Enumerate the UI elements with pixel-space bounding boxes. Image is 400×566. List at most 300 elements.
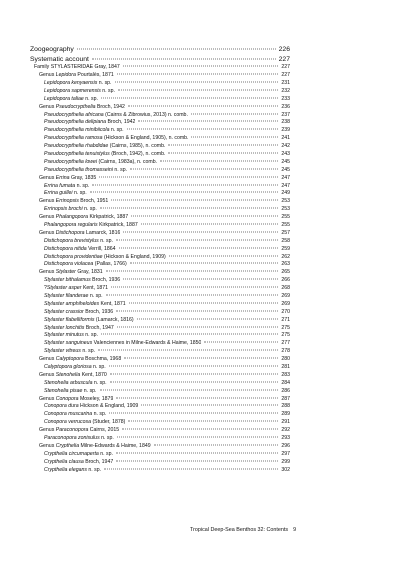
toc-entry[interactable] bbox=[30, 364, 290, 372]
toc-entry-label bbox=[44, 238, 113, 246]
dot-leader bbox=[130, 168, 278, 169]
dot-leader bbox=[137, 318, 278, 319]
entry-text: Gray, 1831 bbox=[75, 269, 103, 276]
toc-entry[interactable] bbox=[30, 222, 290, 230]
toc-entry[interactable] bbox=[30, 214, 290, 222]
entry-text: Broch, 1947 bbox=[84, 324, 114, 331]
toc-entry-label bbox=[39, 230, 120, 238]
page-number: 9 bbox=[293, 527, 297, 533]
toc-entry[interactable] bbox=[30, 45, 290, 55]
toc-entry-label bbox=[44, 348, 95, 356]
toc-page-number: 232 bbox=[281, 87, 290, 94]
toc-entry[interactable] bbox=[30, 159, 290, 167]
dot-leader bbox=[191, 113, 278, 114]
entry-text: n. sp. bbox=[88, 293, 103, 300]
toc-entry[interactable] bbox=[30, 427, 290, 435]
taxon-name: Pseudocrypthelia thomasseini bbox=[44, 166, 113, 173]
dot-leader bbox=[99, 176, 278, 177]
dot-leader bbox=[92, 184, 278, 185]
toc-entry-label bbox=[39, 443, 151, 451]
toc-page-number: 236 bbox=[281, 103, 290, 110]
toc-entry[interactable] bbox=[30, 127, 290, 135]
dot-leader bbox=[109, 413, 278, 414]
entry-text: Genus bbox=[39, 356, 56, 363]
taxon-name: Crypthelia clausa bbox=[44, 458, 84, 465]
dot-leader bbox=[169, 255, 278, 256]
toc-page-number: 227 bbox=[278, 55, 290, 63]
toc-page-number: 257 bbox=[281, 229, 290, 236]
footer-title: Tropical Deep-Sea Benthos 32: Contents bbox=[190, 527, 289, 533]
dot-leader bbox=[124, 358, 278, 359]
entry-text: Lamarck, 1816 bbox=[84, 229, 121, 236]
toc-entry-label bbox=[39, 214, 128, 222]
entry-text: Kirkpatrick, 1887 bbox=[88, 214, 129, 221]
entry-text: n. sp. bbox=[82, 206, 97, 213]
toc-page-number: 247 bbox=[281, 174, 290, 181]
toc-entry[interactable] bbox=[30, 230, 290, 238]
toc-entry[interactable] bbox=[30, 238, 290, 246]
dot-leader bbox=[101, 334, 278, 335]
taxon-name: Distichopora bbox=[55, 229, 85, 236]
taxon-name: Calyptopora gloriosa bbox=[44, 364, 92, 371]
dot-leader bbox=[106, 295, 278, 296]
taxon-name: Stylaster bbox=[55, 269, 76, 276]
dot-leader bbox=[117, 326, 278, 327]
toc-page-number: 258 bbox=[281, 237, 290, 244]
entry-text: ? bbox=[44, 285, 47, 292]
dot-leader bbox=[130, 263, 278, 264]
taxon-name: Stylaster minutus bbox=[44, 332, 84, 339]
dot-leader bbox=[117, 437, 278, 438]
toc-entry[interactable] bbox=[30, 388, 290, 396]
taxon-name: Distichopora nitida bbox=[44, 245, 87, 252]
dot-leader bbox=[116, 239, 278, 240]
dot-leader bbox=[204, 342, 278, 343]
toc-entry[interactable] bbox=[30, 293, 290, 301]
taxon-name: Conopora verrucosa bbox=[44, 419, 92, 426]
toc-page-number: 255 bbox=[281, 222, 290, 228]
taxon-name: Stylaster amphiheloides bbox=[44, 300, 100, 307]
running-footer bbox=[190, 527, 297, 533]
toc-page-number: 289 bbox=[281, 411, 290, 418]
toc-entry-label bbox=[44, 364, 106, 372]
entry-text: Genus bbox=[39, 214, 56, 221]
dot-leader bbox=[77, 49, 276, 50]
taxon-name: Stylaster crassior bbox=[44, 308, 84, 315]
dot-leader bbox=[128, 105, 278, 106]
taxon-name: Phalangopora regularis bbox=[44, 222, 98, 228]
toc-entry[interactable] bbox=[30, 459, 290, 467]
entry-text: Kirkpatrick, 1887 bbox=[97, 222, 138, 228]
taxon-name: Lepidopora kenyaensis bbox=[44, 79, 98, 86]
toc-entry[interactable] bbox=[30, 403, 290, 411]
toc-entry-label bbox=[44, 80, 112, 88]
toc-entry[interactable] bbox=[30, 340, 290, 348]
toc-entry[interactable] bbox=[30, 55, 290, 65]
entry-text: n. sp. bbox=[72, 190, 87, 197]
toc-entry-label bbox=[44, 261, 127, 269]
toc-entry[interactable] bbox=[30, 380, 290, 388]
dot-leader bbox=[110, 373, 278, 374]
toc-entry-label bbox=[34, 64, 120, 72]
toc-page-number: 286 bbox=[281, 387, 290, 394]
entry-text: Genus bbox=[39, 371, 56, 378]
toc-page-number: 287 bbox=[281, 395, 290, 402]
dot-leader bbox=[168, 152, 278, 153]
taxon-name: Stylaster vitreus bbox=[44, 348, 81, 355]
toc-entry[interactable] bbox=[30, 411, 290, 419]
entry-text: Genus bbox=[39, 427, 56, 434]
taxon-name: Stylaster filanderae bbox=[44, 293, 89, 300]
dot-leader bbox=[141, 405, 278, 406]
entry-text: Genus bbox=[39, 174, 56, 181]
toc-page-number: 238 bbox=[281, 119, 290, 126]
dot-leader bbox=[191, 137, 278, 138]
toc-page-number: 277 bbox=[281, 340, 290, 347]
taxon-name: Lepidopora sapmerensis bbox=[44, 87, 101, 94]
toc-page-number: 233 bbox=[281, 95, 290, 102]
toc-entry-label bbox=[44, 143, 165, 151]
toc-entry[interactable] bbox=[30, 443, 290, 451]
taxon-name: Lepidora bbox=[55, 72, 76, 79]
entry-text: (Lamarck, 1816) bbox=[94, 316, 134, 323]
entry-text: Kent, 1871 bbox=[81, 285, 109, 292]
taxon-name: Conopora dura bbox=[44, 403, 79, 410]
dot-leader bbox=[160, 160, 278, 161]
toc-page-number: 227 bbox=[281, 64, 290, 71]
entry-text: Genus bbox=[39, 442, 56, 449]
toc-page-number: 265 bbox=[281, 269, 290, 276]
dot-leader bbox=[154, 444, 278, 445]
entry-text: (Studer, 1878) bbox=[91, 419, 126, 426]
taxon-name: Pseudocrypthelia tenuistylus bbox=[44, 150, 110, 157]
taxon-name: Pseudocrypthelia bbox=[44, 119, 86, 126]
toc-entry[interactable] bbox=[30, 80, 290, 88]
entry-text: (Hickson & England, 1905), n. comb. bbox=[102, 135, 189, 142]
toc-entry-label bbox=[44, 167, 127, 175]
entry-text: n. sp. bbox=[98, 237, 113, 244]
entry-text: Genus bbox=[39, 103, 56, 110]
dot-leader bbox=[128, 421, 278, 422]
toc-page-number: 245 bbox=[281, 158, 290, 165]
taxon-name: Distichopora violacea bbox=[44, 261, 94, 268]
toc-page-number: 227 bbox=[281, 72, 290, 79]
toc-page-number: 259 bbox=[281, 245, 290, 252]
toc-entry[interactable] bbox=[30, 254, 290, 262]
toc-entry-label bbox=[39, 396, 113, 404]
entry-text: Boschma, 1968 bbox=[83, 356, 122, 363]
toc-page-number: 237 bbox=[281, 111, 290, 118]
toc-entry[interactable] bbox=[30, 277, 290, 285]
entry-text: n. sp. bbox=[82, 387, 97, 394]
dot-leader bbox=[138, 121, 278, 122]
dot-leader bbox=[131, 216, 278, 217]
toc-entry-label bbox=[44, 340, 201, 348]
entry-text: Zoogeography bbox=[30, 46, 74, 53]
toc-page-number: 269 bbox=[281, 300, 290, 307]
entry-text: Kent, 1871 bbox=[99, 300, 126, 307]
toc-entry-label bbox=[44, 246, 116, 254]
toc-entry-label bbox=[44, 332, 98, 340]
toc-entry[interactable] bbox=[30, 396, 290, 404]
toc-entry[interactable] bbox=[30, 206, 290, 214]
dot-leader bbox=[90, 192, 278, 193]
toc-page-number: 283 bbox=[281, 371, 290, 378]
toc-entry[interactable] bbox=[30, 332, 290, 340]
toc-entry-label bbox=[44, 135, 188, 143]
dot-leader bbox=[123, 231, 278, 232]
entry-text: Family STYLASTERIDAE Gray, 1847 bbox=[34, 64, 120, 71]
toc-entry-label bbox=[39, 269, 103, 277]
dot-leader bbox=[116, 310, 278, 311]
taxon-name: Pseudocrypthelia ramosa bbox=[44, 135, 103, 142]
entry-text: Broch, 1942 bbox=[106, 119, 136, 126]
dot-leader bbox=[118, 89, 278, 90]
taxon-name: Conopora muscarina bbox=[44, 411, 93, 418]
dot-leader bbox=[116, 397, 278, 398]
dot-leader bbox=[100, 389, 279, 390]
toc-page-number: 302 bbox=[281, 466, 290, 473]
toc-entry-label bbox=[44, 301, 126, 309]
toc-page-number: 255 bbox=[281, 214, 290, 221]
taxon-name: Errinopsis brochi bbox=[44, 206, 83, 213]
entry-text: n. sp. bbox=[83, 332, 98, 339]
dot-leader bbox=[123, 66, 278, 67]
toc-page-number: 275 bbox=[281, 332, 290, 339]
entry-text: n. sp. bbox=[109, 127, 124, 134]
entry-text: n. sp. bbox=[91, 364, 106, 371]
taxon-name: Paraconopora zonisulus bbox=[44, 435, 100, 442]
entry-text: (Pallas, 1766) bbox=[93, 261, 127, 268]
taxon-name: Distichopora providentiae bbox=[44, 253, 103, 260]
toc-entry-label bbox=[39, 372, 107, 380]
toc-entry[interactable] bbox=[30, 175, 290, 183]
toc-entry-label bbox=[44, 88, 115, 96]
dot-leader bbox=[115, 81, 279, 82]
entry-text: (Broch, 1942), n. comb. bbox=[109, 150, 166, 157]
toc-entry-label bbox=[44, 206, 97, 214]
toc-entry[interactable] bbox=[30, 317, 290, 325]
entry-text: Pourtalès, 1871 bbox=[75, 72, 114, 79]
toc-page-number: 231 bbox=[281, 79, 290, 86]
toc-page-number: 284 bbox=[281, 379, 290, 386]
taxon-name: Distichopora brevistylus bbox=[44, 237, 99, 244]
entry-text: n. sp. bbox=[100, 87, 115, 94]
toc-page-number: 253 bbox=[281, 206, 290, 213]
toc-entry-label bbox=[39, 104, 125, 112]
toc-entry[interactable] bbox=[30, 72, 290, 80]
toc-entry[interactable] bbox=[30, 372, 290, 380]
toc-entry[interactable] bbox=[30, 143, 290, 151]
toc-page-number: 291 bbox=[281, 419, 290, 426]
taxon-name: Stylaster asper bbox=[46, 285, 82, 292]
toc-entry-label bbox=[44, 277, 120, 285]
toc-entry[interactable] bbox=[30, 285, 290, 293]
toc-page-number: 226 bbox=[278, 46, 290, 53]
toc-entry-label bbox=[44, 403, 138, 411]
toc-entry[interactable] bbox=[30, 419, 290, 427]
toc-entry-label bbox=[39, 427, 119, 435]
toc-entry-label bbox=[39, 72, 114, 80]
toc-entry[interactable] bbox=[30, 467, 290, 475]
toc-page-number: 281 bbox=[281, 364, 290, 371]
toc-page-number: 242 bbox=[281, 143, 290, 150]
toc-entry[interactable] bbox=[30, 96, 290, 104]
dot-leader bbox=[111, 287, 278, 288]
dot-leader bbox=[104, 468, 278, 469]
toc-entry-label bbox=[44, 419, 125, 427]
toc-entry-label bbox=[44, 127, 124, 135]
taxon-name: delipiana bbox=[85, 119, 107, 126]
toc-entry[interactable] bbox=[30, 309, 290, 317]
dot-leader bbox=[110, 381, 278, 382]
toc-entry[interactable] bbox=[30, 198, 290, 206]
entry-text: n. sp. bbox=[92, 379, 107, 386]
toc-entry-label bbox=[30, 55, 89, 65]
toc-entry[interactable] bbox=[30, 348, 290, 356]
entry-text: Genus bbox=[39, 269, 56, 276]
toc-entry[interactable] bbox=[30, 64, 290, 72]
entry-text: n. sp. bbox=[92, 411, 107, 418]
taxon-name: Pseudocrypthelia minibiicola bbox=[44, 127, 110, 134]
toc-entry-label bbox=[44, 380, 107, 388]
entry-text: Broch, 1942 bbox=[95, 103, 125, 110]
taxon-name: Pseudocrypthelia africana bbox=[44, 111, 104, 118]
entry-text: (Cairns & Zibrowius, 2013) n. comb. bbox=[103, 111, 188, 118]
toc-entry-label bbox=[39, 175, 96, 183]
taxon-name: Lepidopora taliae bbox=[44, 95, 84, 102]
entry-text: n. sp. bbox=[97, 79, 112, 86]
entry-text: Moseley, 1879 bbox=[78, 395, 114, 402]
taxon-name: Crypthelia elegans bbox=[44, 466, 87, 473]
toc-entry[interactable] bbox=[30, 269, 290, 277]
dot-leader bbox=[122, 429, 278, 430]
entry-text: (Cairns, 1985), n. comb. bbox=[108, 143, 166, 150]
toc-page-number: 241 bbox=[281, 135, 290, 142]
toc-page-number: 249 bbox=[281, 190, 290, 197]
toc-page-number: 239 bbox=[281, 127, 290, 134]
toc-entry-label bbox=[44, 467, 101, 475]
toc-entry[interactable] bbox=[30, 261, 290, 269]
toc-entry[interactable] bbox=[30, 435, 290, 443]
taxon-name: Stylaster sanguineus bbox=[44, 340, 93, 347]
entry-text: Valenciennes in Milne-Edwards & Haime, 1850 bbox=[92, 340, 202, 347]
taxon-name: Calyptopora bbox=[55, 356, 84, 363]
dot-leader bbox=[116, 460, 278, 461]
toc-entry-label bbox=[30, 45, 74, 55]
dot-leader bbox=[101, 97, 278, 98]
toc-entry-label bbox=[44, 435, 114, 443]
toc-entry-label bbox=[44, 96, 98, 104]
entry-text: n. sp. bbox=[83, 95, 98, 102]
toc-entry-label bbox=[44, 112, 188, 120]
taxon-name: Stenohelia arbuscula bbox=[44, 379, 93, 386]
toc-page-number: 253 bbox=[281, 198, 290, 205]
entry-text: Broch, 1951 bbox=[78, 198, 109, 205]
entry-text: n. sp. bbox=[98, 450, 113, 457]
taxon-name: Phalangopora bbox=[55, 214, 89, 221]
toc-entry-label bbox=[44, 151, 165, 159]
toc-entry[interactable] bbox=[30, 451, 290, 459]
toc-entry[interactable] bbox=[30, 183, 290, 191]
toc-page-number: 293 bbox=[281, 435, 290, 442]
entry-text: Cairns, 2015 bbox=[88, 427, 120, 434]
toc-entry[interactable] bbox=[30, 325, 290, 333]
toc-entry[interactable] bbox=[30, 119, 290, 127]
entry-text: (Cairns, 1983a), n. comb. bbox=[97, 158, 158, 165]
taxon-name: Errinopsis bbox=[55, 198, 79, 205]
toc-page-number: 292 bbox=[281, 427, 290, 434]
entry-text: Genus bbox=[39, 72, 56, 79]
toc-entry-label bbox=[44, 190, 87, 198]
dot-leader bbox=[119, 247, 278, 248]
entry-text: Genus bbox=[39, 198, 56, 205]
dot-leader bbox=[117, 74, 278, 75]
entry-text: Verrill, 1864 bbox=[86, 245, 116, 252]
dot-leader bbox=[100, 208, 278, 209]
toc-page-number: 296 bbox=[281, 442, 290, 449]
dot-leader bbox=[129, 302, 278, 303]
toc-entry[interactable] bbox=[30, 246, 290, 254]
entry-text: Kent, 1870 bbox=[80, 371, 107, 378]
toc-entry-label bbox=[44, 451, 113, 459]
entry-text: Genus bbox=[39, 395, 56, 402]
dot-leader bbox=[123, 279, 278, 280]
taxon-name: Stylaster bithalamus bbox=[44, 277, 91, 284]
taxon-name: Conopora bbox=[55, 395, 79, 402]
toc-entry[interactable] bbox=[30, 104, 290, 112]
taxon-name: Stenohelia bbox=[55, 371, 81, 378]
toc-page-number: 271 bbox=[281, 316, 290, 323]
entry-text: Broch, 1936 bbox=[83, 308, 114, 315]
toc-entry-label bbox=[44, 411, 106, 419]
taxon-name: Crypthelia circumaperta bbox=[44, 450, 99, 457]
toc-entry-label bbox=[44, 309, 113, 317]
entry-text: Genus bbox=[39, 229, 56, 236]
dot-leader bbox=[98, 350, 278, 351]
taxon-name: Errina guillei bbox=[44, 190, 73, 197]
toc-page-number: 299 bbox=[281, 458, 290, 465]
toc-entry[interactable] bbox=[30, 301, 290, 309]
toc-page-number: 278 bbox=[281, 348, 290, 355]
toc-entry[interactable] bbox=[30, 356, 290, 364]
entry-text: n. sp. bbox=[86, 466, 102, 473]
dot-leader bbox=[106, 271, 278, 272]
toc-entry[interactable] bbox=[30, 167, 290, 175]
toc-entry-label bbox=[44, 317, 134, 325]
toc-entry[interactable] bbox=[30, 88, 290, 96]
toc-page-number: 262 bbox=[281, 253, 290, 260]
taxon-name: Paraconopora bbox=[55, 427, 89, 434]
toc-page-number: 275 bbox=[281, 324, 290, 331]
toc-entry[interactable] bbox=[30, 151, 290, 159]
toc-entry-label bbox=[44, 159, 157, 167]
taxon-name: Stylaster flabelliformis bbox=[44, 316, 95, 323]
taxon-name: Errina fumata bbox=[44, 182, 76, 189]
toc-entry[interactable] bbox=[30, 112, 290, 120]
toc-entry-label bbox=[44, 388, 97, 396]
toc-entry-label bbox=[44, 119, 135, 127]
entry-text: Systematic account bbox=[30, 55, 89, 63]
taxon-name: Crypthelia bbox=[55, 442, 80, 449]
taxon-name: Stenohelia pisae bbox=[44, 387, 83, 394]
entry-text: Hickson & England, 1909 bbox=[78, 403, 139, 410]
toc-page-number: 243 bbox=[281, 150, 290, 157]
toc-entry[interactable] bbox=[30, 135, 290, 143]
entry-text: (Hickson & England, 1909) bbox=[102, 253, 166, 260]
toc-entry[interactable] bbox=[30, 190, 290, 198]
entry-text: Gray, 1835 bbox=[69, 174, 97, 181]
